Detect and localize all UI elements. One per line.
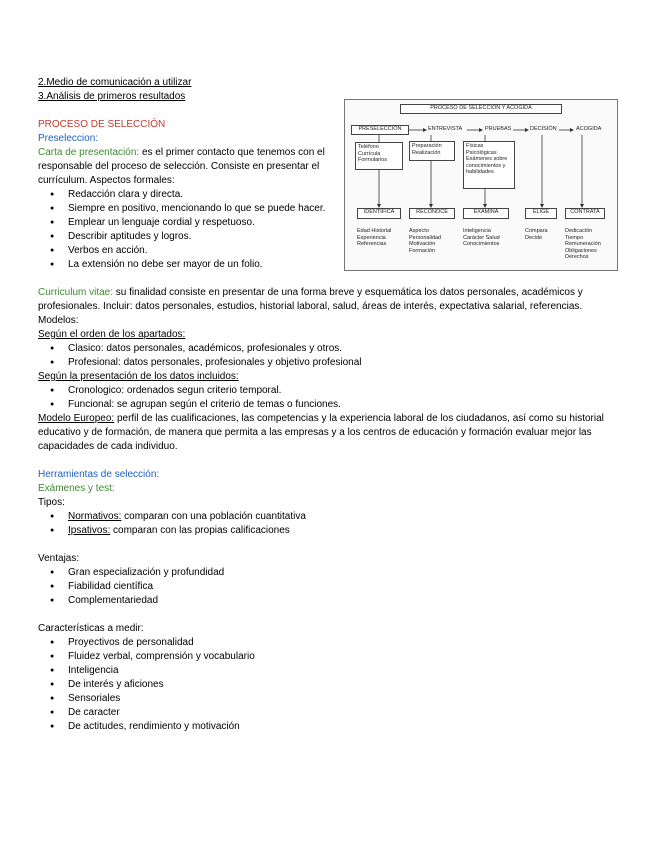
stage-preseleccion: PRESELECCIÓN (351, 125, 409, 135)
herramientas-title: Herramientas de selección: (38, 469, 160, 480)
process-diagram (344, 99, 618, 271)
list-item: ● De caracter (68, 706, 608, 720)
examenes-title: Exámenes y test: (38, 483, 115, 494)
list-contrata: Dedicación Tiempo Remuneración Obligaciones Derechos (565, 228, 601, 260)
list-item: ● Gran especialización y profundidad (68, 566, 608, 580)
aspectos-list (38, 188, 358, 272)
ipsativos-label: Ipsativos: (68, 525, 111, 536)
ipsativos-text: comparan con las propias calificaciones (110, 525, 290, 536)
list-item: ● Clasico: datos personales, académicos, profesionales y otros. (68, 342, 608, 356)
action-examina: EXAMINA (463, 208, 509, 219)
box-fisicas: Físicas Psicológicas Exámenes sobre conocimientos y habilidades (463, 141, 515, 189)
tipos-label: Tipos: (38, 497, 65, 508)
ventajas-list (38, 566, 608, 608)
tipos-list (38, 510, 608, 538)
europeo-label: Modelo Europeo: (38, 413, 115, 424)
list-item: ● Emplear un lenguaje cordial y respetuoso. (68, 216, 358, 230)
diagram-title: PROCESO DE SELECCIÓN Y ACOGIDA (400, 104, 562, 114)
list-item: ● Describir aptitudes y logros. (68, 230, 358, 244)
list-reconoce: Aspecto Personalidad Motivación Formación (409, 228, 442, 254)
preseleccion-label: Preseleccion: (38, 133, 99, 144)
list-item: ● Siempre en positivo, mencionando lo que se puede hacer. (68, 202, 358, 216)
list-item: ● Verbos en acción. (68, 244, 358, 258)
stage-decision: DECISIÓN (530, 126, 557, 132)
curriculum-paragraph (38, 286, 608, 328)
ventajas-label: Ventajas: (38, 553, 80, 564)
list-item: ● Profesional: datos personales, profesionales y objetivo profesional (68, 356, 608, 370)
list-elige: Compara Decide (525, 228, 548, 241)
action-contrata: CONTRATA (565, 208, 605, 219)
list-item: ● De actitudes, rendimiento y motivación (68, 720, 608, 734)
box-telefono: Teléfono Currícula Formularios (355, 142, 403, 170)
curriculum-label: Curriculum vitae: (38, 287, 114, 298)
orden-list (38, 342, 608, 370)
heading-analisis: 3.Análisis de primeros resultados (38, 91, 186, 102)
list-item: ● Fluidez verbal, comprensión y vocabulario (68, 650, 608, 664)
stage-pruebas: PRUEBAS (485, 126, 512, 132)
normativos-label: Normativos: (68, 511, 122, 522)
normativos-text: comparan con una población cuantitativa (121, 511, 306, 522)
list-item (68, 524, 608, 538)
action-reconoce: RECONOCE (409, 208, 455, 219)
list-item: ● La extensión no debe ser mayor de un folio. (68, 258, 358, 272)
carta-paragraph (38, 146, 328, 188)
list-item: ● Sensoriales (68, 692, 608, 706)
list-item: ● Fiabilidad científica (68, 580, 608, 594)
europeo-text: perfil de las cualificaciones, las competencias y la experiencia laboral de los ciudadanos, así como su historial educativo y de formación, de manera que permita a las empresas y a los centros de educación y formación evaluar mejor las capacidades de cada individuo. (38, 413, 604, 452)
list-item: ● Cronologico: ordenados segun criterio temporal. (68, 384, 608, 398)
carta-label: Carta de presentación: (38, 147, 140, 158)
action-elige: ELIGE (525, 208, 557, 219)
list-item: ● Redacción clara y directa. (68, 188, 358, 202)
europeo-paragraph (38, 412, 608, 454)
caracteristicas-label: Características a medir: (38, 623, 144, 634)
list-identifica: Edad Historial Experiencia Referencias (357, 228, 392, 247)
section-title-seleccion: PROCESO DE SELECCIÓN (38, 119, 166, 130)
list-item: ● Inteligencia (68, 664, 608, 678)
presentacion-heading: Según la presentación de los datos incluidos: (38, 371, 239, 382)
caracteristicas-list (38, 636, 608, 734)
heading-medio: 2.Medio de comunicación a utilizar (38, 77, 192, 88)
orden-heading: Según el orden de los apartados: (38, 329, 186, 340)
list-examina: Inteligencia Carácter Salud Conocimientos (463, 228, 500, 247)
stage-entrevista: ENTREVISTA (428, 126, 463, 132)
box-preparacion: Preparación Realización (409, 141, 455, 161)
action-identifica: IDENTIFICA (357, 208, 401, 219)
list-item: ● Funcional: se agrupan según el criterio de temas o funciones. (68, 398, 608, 412)
carta-text: es el primer contacto que tenemos con el responsable del proceso de selección. Consiste en presentar el currículum. Aspectos formales: (38, 147, 325, 186)
stage-acogida: ACOGIDA (576, 126, 602, 132)
list-item: ● De interés y aficiones (68, 678, 608, 692)
list-item (68, 510, 608, 524)
presentacion-list (38, 384, 608, 412)
curriculum-text: su finalidad consiste en presentar de una forma breve y esquemática los datos personales, académicos y profesionales. Incluir: datos personales, estudios, historial laboral, salud, áreas de interés, expectativa salarial, referencias. Modelos: (38, 287, 583, 326)
list-item: ● Proyectivos de personalidad (68, 636, 608, 650)
list-item: ● Complementariedad (68, 594, 608, 608)
